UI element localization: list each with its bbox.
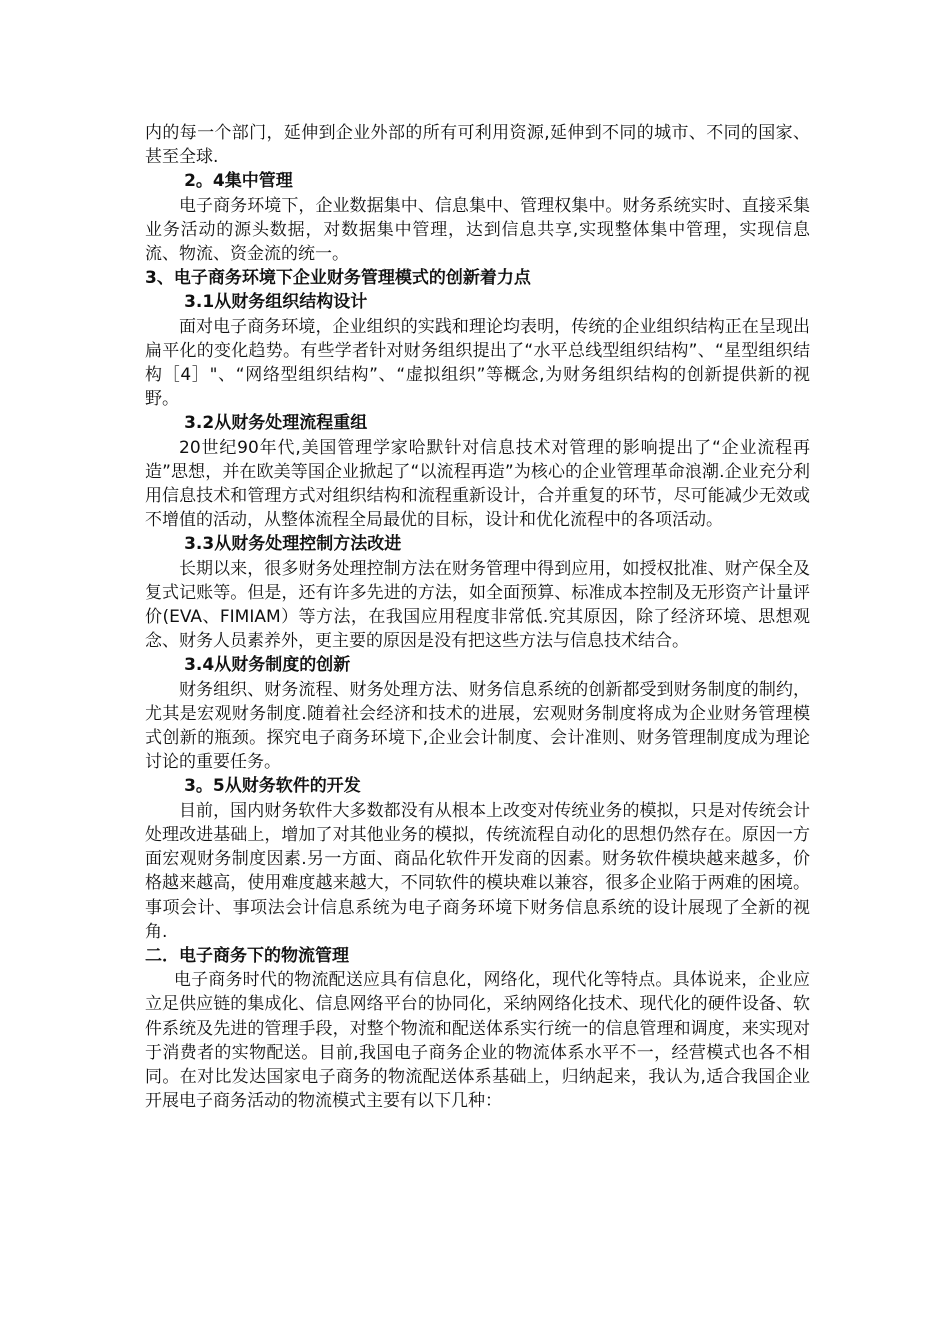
document-page bbox=[145, 121, 810, 1113]
section-heading-3-2: 3.2从财务处理流程重组 bbox=[184, 413, 368, 434]
section-heading-3-1: 3.1从财务组织结构设计 bbox=[184, 292, 368, 313]
paragraph: 电子商务时代的物流配送应具有信息化，网络化，现代化等特点。具体说来，企业应立足供应链的集成化、信息网络平台的协同化，采纳网络化技术、现代化的硬件设备、软件系统及先进的管理手段，对整个物流和配送体系实行统一的信息管理和调度，来实现对于消费者的实物配送。目前,我国电子商务企业的物流体系水平不一，经营模式也各不相同。在对比发达国家电子商务的物流配送体系基础上，归纳起来，我认为,适合我国企业开展电子商务活动的物流模式主要有以下几种： bbox=[145, 970, 810, 1112]
section-heading-3-5: 3。5从财务软件的开发 bbox=[184, 776, 361, 797]
section-heading-2: 二．电子商务下的物流管理 bbox=[145, 945, 349, 966]
paragraph: 内的每一个部门，延伸到企业外部的所有可利用资源,延伸到不同的城市、不同的国家、甚至全球. bbox=[145, 123, 810, 168]
paragraph: 财务组织、财务流程、财务处理方法、财务信息系统的创新都受到财务制度的制约，尤其是宏观财务制度.随着社会经济和技术的进展，宏观财务制度将成为企业财务管理模式创新的瓶颈。探究电子商务环境下,企业会计制度、会计准则、财务管理制度成为理论讨论的重要任务。 bbox=[145, 679, 810, 773]
section-heading-3-4: 3.4从财务制度的创新 bbox=[184, 655, 351, 676]
section-heading-3-3: 3.3从财务处理控制方法改进 bbox=[184, 534, 402, 555]
paragraph: 面对电子商务环境，企业组织的实践和理论均表明，传统的企业组织结构正在呈现出扁平化的变化趋势。有些学者针对财务组织提出了“水平总线型组织结构”、“星型组织结构［4］"、“网络型组织结构”、“虚拟组织”等概念,为财务组织结构的创新提供新的视野。 bbox=[145, 316, 810, 410]
paragraph: 20世纪90年代,美国管理学家哈默针对信息技术对管理的影响提出了“企业流程再造”思想，并在欧美等国企业掀起了“以流程再造”为核心的企业管理革命浪潮.企业充分利用信息技术和管理方式对组织结构和流程重新设计，合并重复的环节，尽可能减少无效或不增值的活动，从整体流程全局最优的目标，设计和优化流程中的各项活动。 bbox=[145, 437, 810, 531]
section-heading-2-4: 2。4集中管理 bbox=[184, 171, 293, 192]
paragraph: 长期以来，很多财务处理控制方法在财务管理中得到应用，如授权批准、财产保全及复式记账等。但是，还有许多先进的方法，如全面预算、标准成本控制及无形资产计量评价(EVA、FIMIAM）等方法，在我国应用程度非常低.究其原因，除了经济环境、思想观念、财务人员素养外，更主要的原因是没有把这些方法与信息技术结合。 bbox=[145, 558, 810, 652]
section-heading-3: 3、电子商务环境下企业财务管理模式的创新着力点 bbox=[145, 268, 531, 289]
paragraph: 目前，国内财务软件大多数都没有从根本上改变对传统业务的模拟，只是对传统会计处理改进基础上，增加了对其他业务的模拟，传统流程自动化的思想仍然存在。原因一方面宏观财务制度因素.另一方面、商品化软件开发商的因素。财务软件模块越来越多，价格越来越高，使用难度越来越大，不同软件的模块难以兼容，很多企业陷于两难的困境。事项会计、事项法会计信息系统为电子商务环境下财务信息系统的设计展现了全新的视角. bbox=[145, 800, 810, 942]
paragraph: 电子商务环境下，企业数据集中、信息集中、管理权集中。财务系统实时、直接采集业务活动的源头数据，对数据集中管理，达到信息共享,实现整体集中管理，实现信息流、物流、资金流的统一。 bbox=[145, 195, 810, 265]
